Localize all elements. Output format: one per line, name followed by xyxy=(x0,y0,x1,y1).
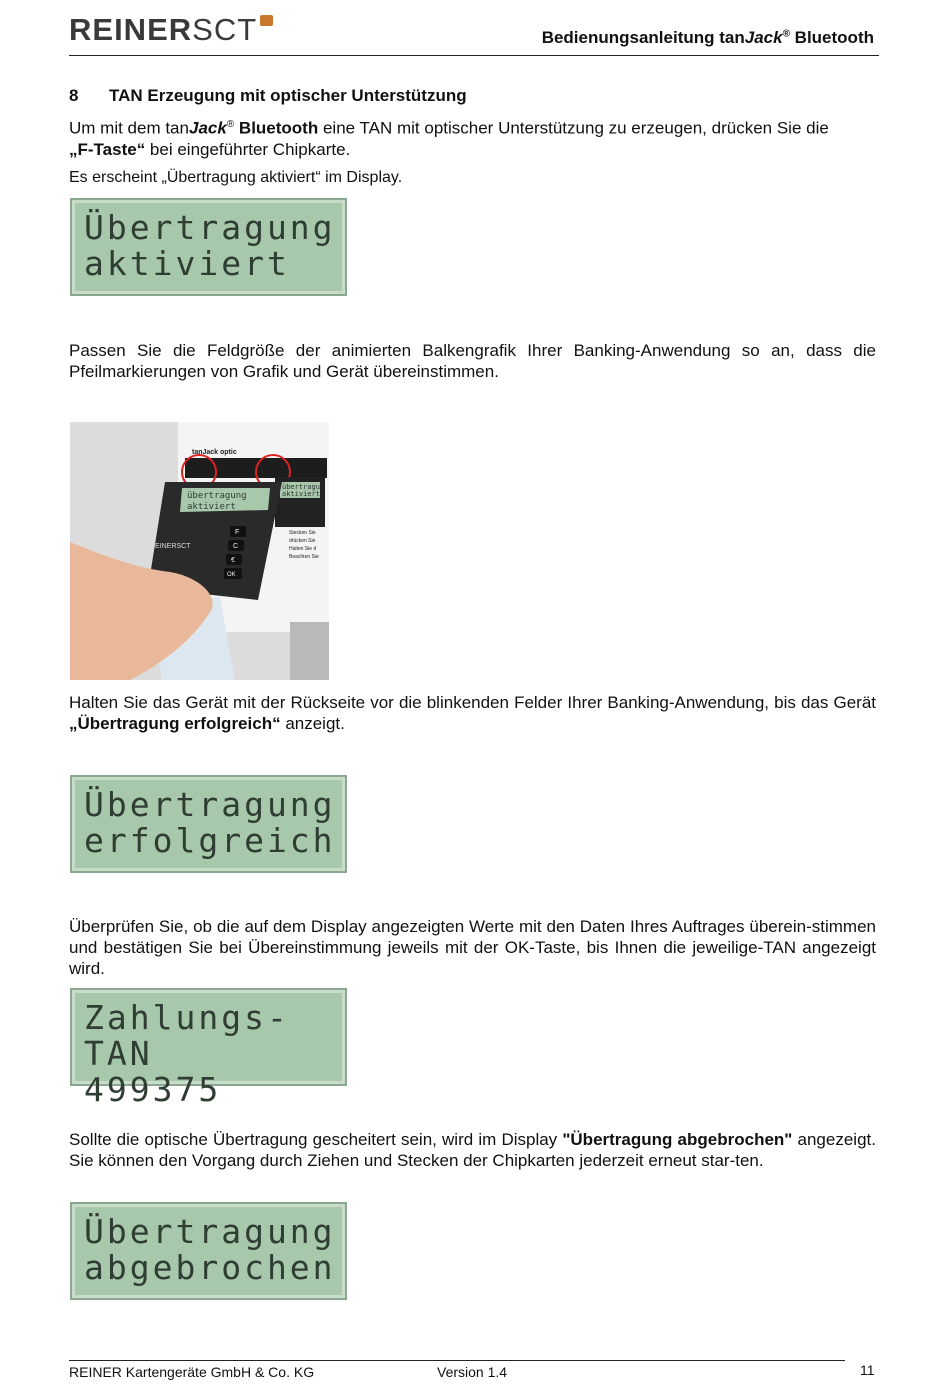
lcd3-line1: Zahlungs-TAN xyxy=(84,998,290,1073)
para1-f: bei eingeführter Chipkarte. xyxy=(145,139,351,159)
reinersct-logo xyxy=(69,12,273,48)
lcd1-line1: Übertragung xyxy=(84,208,336,247)
logo-bold: REINER xyxy=(69,12,193,47)
bg-device-line1: übertragu xyxy=(282,483,320,491)
header-title xyxy=(542,28,874,48)
footer-version: Version 1.4 xyxy=(437,1364,508,1380)
bg-device-line2: aktiviert xyxy=(282,490,320,498)
lcd4-line1: Übertragung xyxy=(84,1212,336,1251)
device-line2: aktiviert xyxy=(187,502,236,512)
paragraph-intro xyxy=(69,114,876,160)
window-title: tanJack optic xyxy=(192,449,237,456)
chip-icon xyxy=(260,15,273,26)
paragraph-verify: Überprüfen Sie, ob die auf dem Display angezeigten Werte mit den Daten Ihres Auftrages überein-stimmen und bestätigen Sie bei Übereinstimmung jeweils mit der OK-Taste, bis Ihnen die jeweilige-TAN angezeigt wird. xyxy=(69,917,876,978)
key-euro: € xyxy=(231,557,235,564)
header-title-reg: ® xyxy=(782,28,790,40)
lcd1-line2: aktiviert xyxy=(84,244,290,283)
para4-b: „Übertragung erfolgreich“ xyxy=(69,714,281,733)
section-number: 8 xyxy=(69,86,79,105)
lcd-display-erfolgreich xyxy=(70,775,347,873)
footer-company: REINER Kartengeräte GmbH & Co. KG xyxy=(69,1364,315,1380)
paragraph-adjust: Passen Sie die Feldgröße der animierten Balkengrafik Ihrer Banking-Anwendung so an, dass die Pfeilmarkierungen von Grafik und Gerät übereinstimmen. xyxy=(69,341,876,381)
para6-c: angezeigt. Sie können den Vorgang durch Ziehen und Stecken der Chipkarten jederzeit erneut star-ten. xyxy=(69,1130,876,1170)
para4-a: Halten Sie das Gerät mit der Rückseite vor die blinkenden Felder Ihrer Banking-Anwendung, bis das Gerät xyxy=(69,693,876,712)
bullet-4: Beachten Sie xyxy=(289,554,319,560)
key-f: F xyxy=(235,529,240,536)
key-ok: OK xyxy=(227,572,236,578)
device-photo-illustration xyxy=(70,422,329,680)
lcd-display-aktiviert xyxy=(70,198,347,296)
lcd2-line2: erfolgreich xyxy=(84,821,336,860)
paragraph-hold-device xyxy=(69,692,876,734)
header-divider xyxy=(69,55,879,56)
lcd-display-zahlungs-tan xyxy=(70,988,347,1109)
device-line1: übertragung xyxy=(187,491,247,501)
para1-d: eine TAN mit optischer Unterstützung zu erzeugen, drücken Sie die xyxy=(318,118,829,138)
bullet-3: Halten Sie d xyxy=(289,546,317,552)
para6-a: Sollte die optische Übertragung gescheitert sein, wird im Display xyxy=(69,1130,563,1149)
para6-b: "Übertragung abgebrochen" xyxy=(562,1130,793,1149)
lcd4-line2: abgebrochen xyxy=(84,1248,336,1287)
device-brand: REINERSCT xyxy=(150,543,191,550)
paragraph-display-note: Es erscheint „Übertragung aktiviert“ im Display. xyxy=(69,169,403,186)
lcd2-line1: Übertragung xyxy=(84,785,336,824)
bullet-2: drücken Sie xyxy=(289,538,316,544)
section-heading xyxy=(69,86,467,106)
para1-e: „F-Taste“ xyxy=(69,139,146,159)
page-number: 11 xyxy=(860,1362,875,1378)
para1-b: Jack xyxy=(188,118,227,138)
header-title-pre: Bedienungsanleitung tan xyxy=(541,28,745,47)
header-title-italic: Jack xyxy=(744,28,783,47)
logo-thin: SCT xyxy=(192,12,258,47)
lcd-display-abgebrochen xyxy=(70,1202,347,1300)
para1-a: Um mit dem tan xyxy=(69,118,189,138)
key-c: C xyxy=(233,543,239,550)
para1-reg: ® xyxy=(226,119,235,130)
device-photo xyxy=(70,422,329,680)
bullet-1: Stecken Sie xyxy=(289,530,316,536)
section-title: TAN Erzeugung mit optischer Unterstützung xyxy=(109,86,467,105)
lcd3-line2: 499375 xyxy=(84,1070,222,1109)
para4-c: anzeigt. xyxy=(280,714,345,733)
footer-divider xyxy=(69,1360,845,1361)
paragraph-failure xyxy=(69,1129,876,1171)
para1-c: Bluetooth xyxy=(234,118,319,138)
header-title-post: Bluetooth xyxy=(789,28,874,47)
